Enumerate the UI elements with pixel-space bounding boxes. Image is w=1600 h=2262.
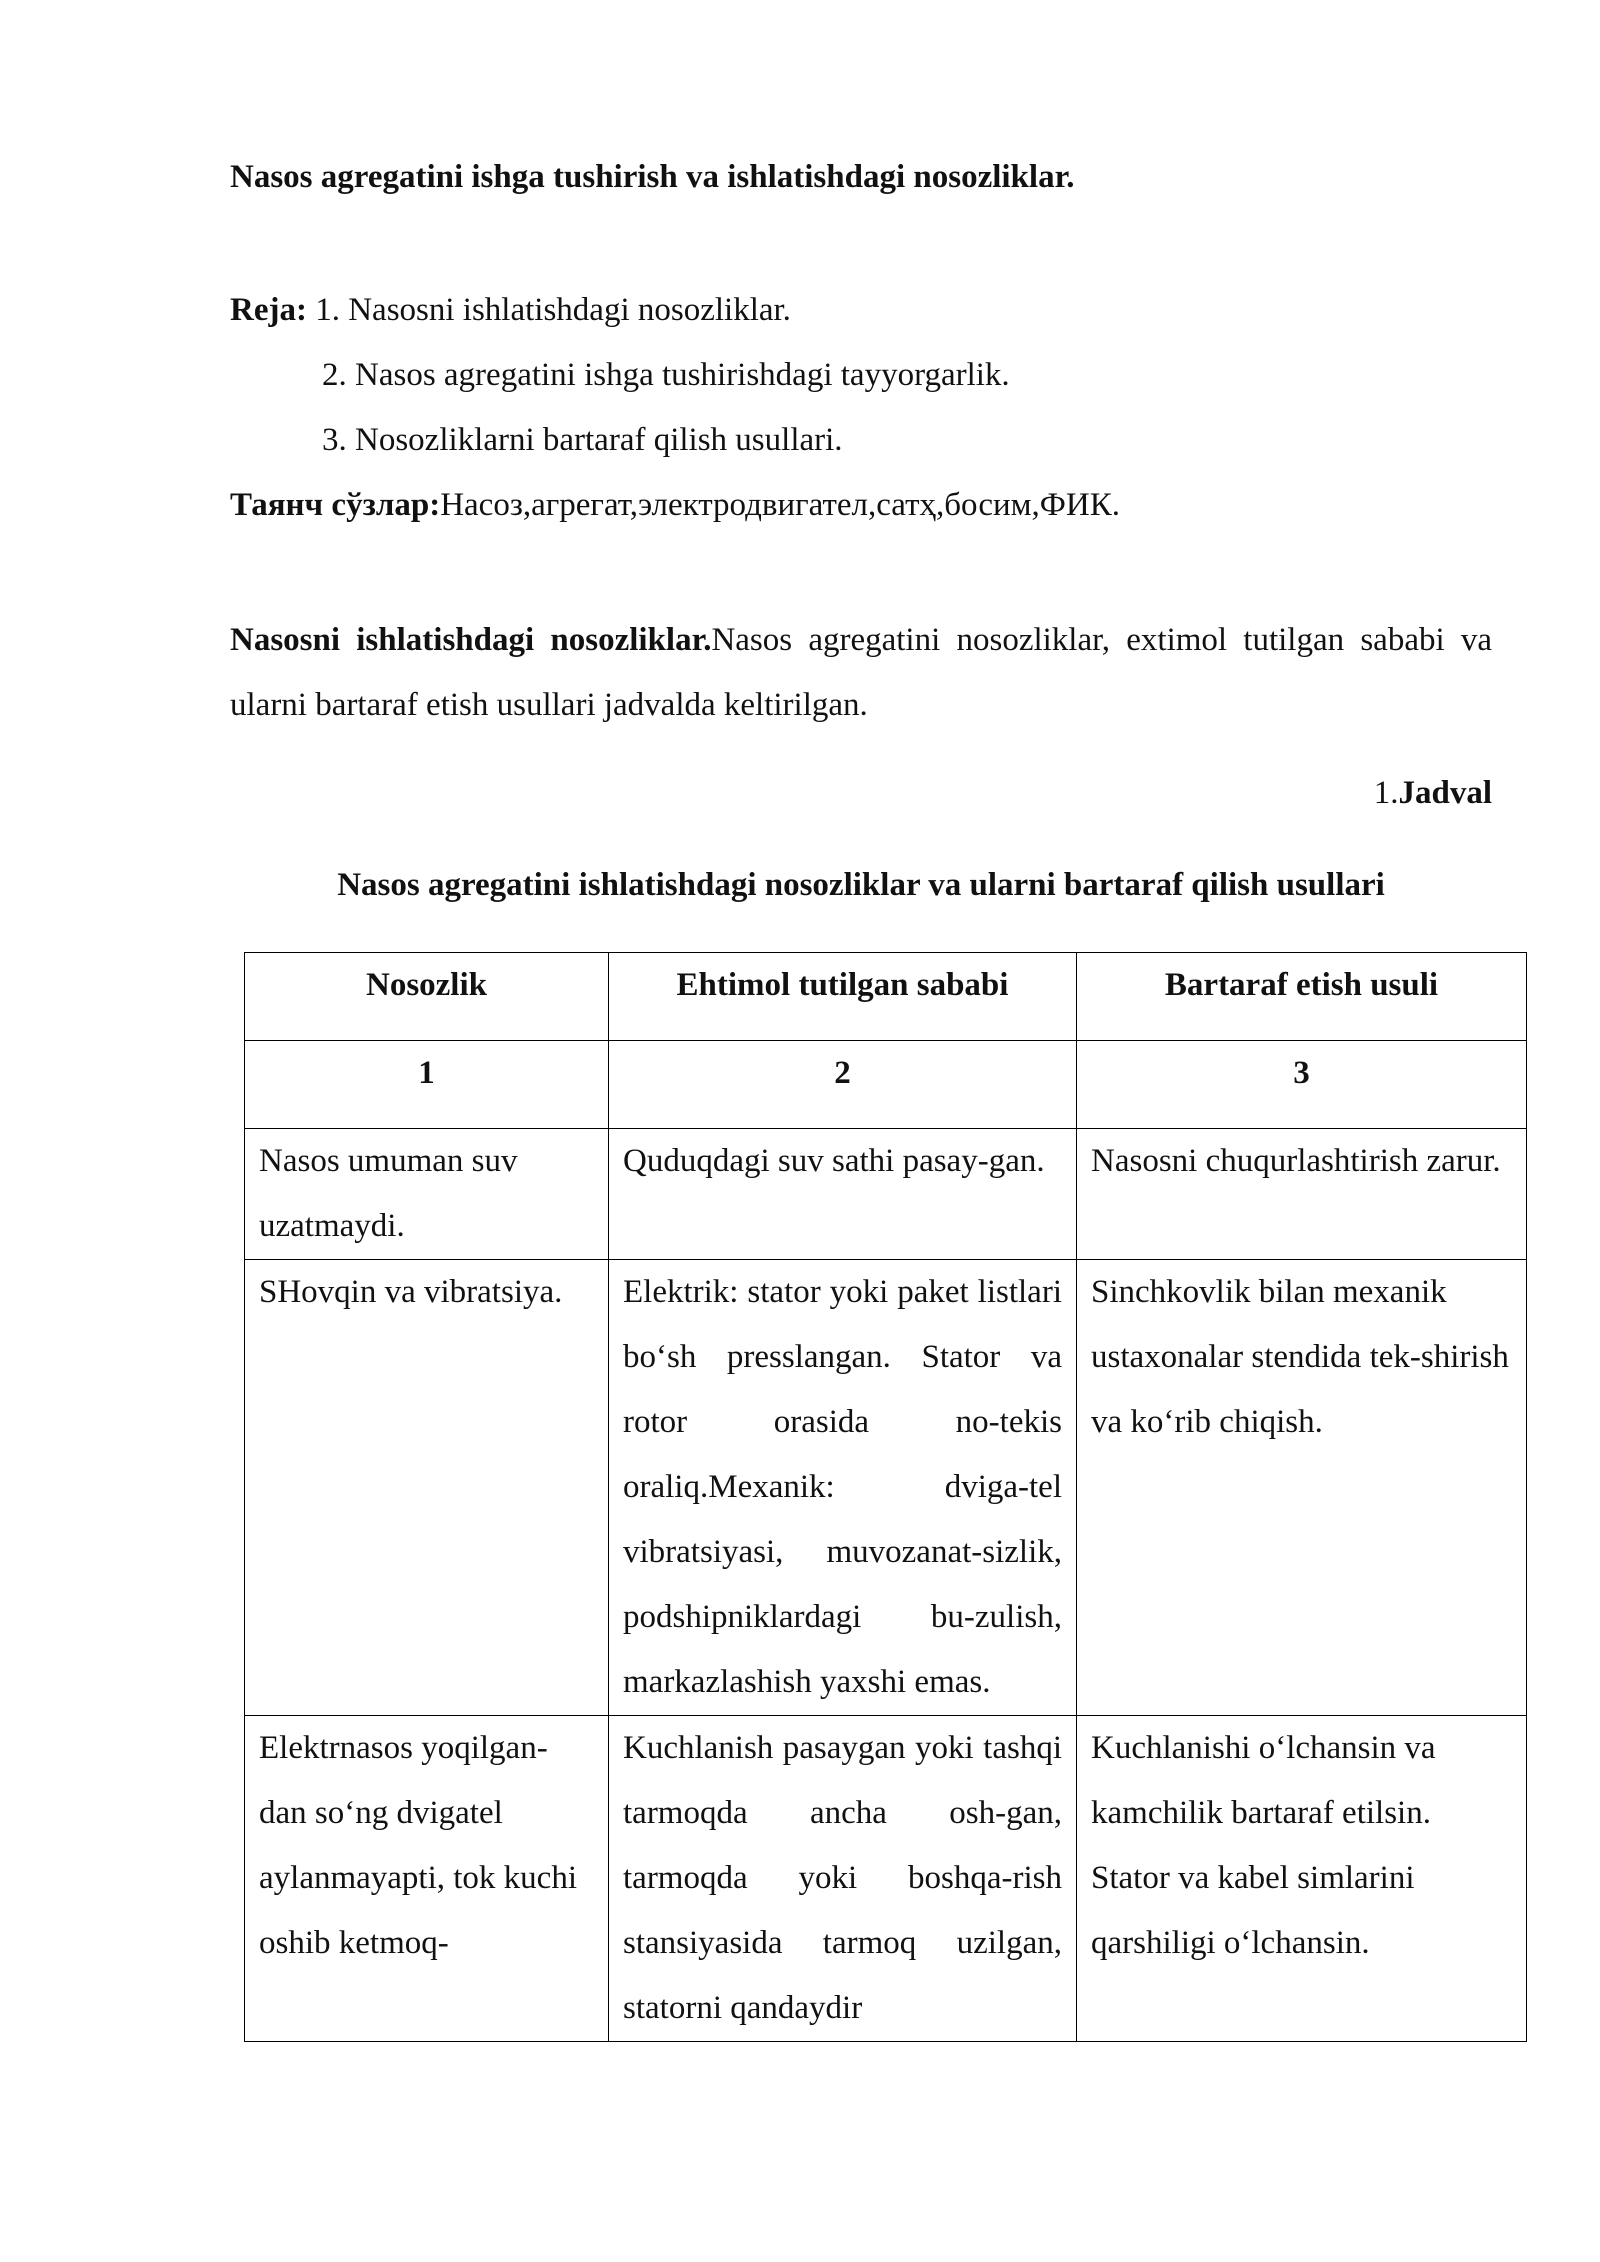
header-cause: Ehtimol tutilgan sababi — [609, 953, 1077, 1041]
remedy-cell: Sinchkovlik bilan mexanik ustaxonalar stendida tek-shirish va ko‘rib chiqish. — [1077, 1260, 1527, 1716]
section-paragraph — [230, 608, 1492, 738]
column-number-3: 3 — [1077, 1041, 1527, 1129]
remedy-cell: Nasosni chuqurlashtirish zarur. — [1077, 1129, 1527, 1260]
table-number: 1. — [1373, 775, 1399, 811]
plan-item-2: 2. Nasos agregatini ishga tushirishdagi tayyorgarlik. — [322, 357, 1010, 393]
table-header-row — [245, 953, 1527, 1041]
cause-cell: Quduqdagi suv sathi pasay-gan. — [609, 1129, 1077, 1260]
table-label: Jadval — [1398, 775, 1492, 811]
table-number-label — [1374, 768, 1492, 818]
fault-cell: Elektrnasos yoqilgan-dan so‘ng dvigatel aylanmayapti, tok kuchi oshib ketmoq- — [245, 1716, 609, 2042]
table-row — [245, 1260, 1527, 1716]
table-number-row — [245, 1041, 1527, 1129]
keywords-text: Насоз,агрегат,электродвигател,сатҳ,босим,ФИК. — [440, 487, 1120, 523]
faults-table — [244, 952, 1527, 2042]
table-row — [245, 1129, 1527, 1260]
header-fault: Nosozlik — [245, 953, 609, 1041]
table-row — [245, 1716, 1527, 2042]
section-heading: Nasosni ishlatishdagi nosozliklar. — [230, 622, 712, 658]
keywords-line — [230, 480, 1120, 530]
fault-cell: Nasos umuman suv uzatmaydi. — [245, 1129, 609, 1260]
fault-cell: SHovqin va vibratsiya. — [245, 1260, 609, 1716]
cause-cell: Kuchlanish pasaygan yoki tashqi tarmoqda ancha osh-gan, tarmoqda yoki boshqa-rish stansiyasida tarmoq uzilgan, statorni qandaydir — [609, 1716, 1077, 2042]
section-text: Nasos agregatini nosozliklar, extimol tutilgan sababi va ularni bartaraf etish usullari jadvalda keltirilgan. — [230, 622, 1492, 723]
keywords-label: Таянч сўзлар: — [230, 487, 441, 523]
remedy-cell: Kuchlanishi o‘lchansin va kamchilik bartaraf etilsin. Stator va kabel simlarini qarshiligi o‘lchansin. — [1077, 1716, 1527, 2042]
plan-item-1: 1. Nasosni ishlatishdagi nosozliklar. — [315, 292, 791, 328]
table-caption: Nasos agregatini ishlatishdagi nosozliklar va ularni bartaraf qilish usullari — [337, 867, 1385, 903]
document-title: Nasos agregatini ishga tushirish va ishlatishdagi nosozliklar. — [230, 159, 1075, 195]
plan-line-1 — [230, 285, 791, 335]
column-number-2: 2 — [609, 1041, 1077, 1129]
cause-cell: Elektrik: stator yoki paket listlari bo‘sh presslangan. Stator va rotor orasida no-tekis oraliq.Mexanik: dviga-tel vibratsiyasi, muvozanat-sizlik, podshipniklardagi bu-zulish, markazlashish yaxshi emas. — [609, 1260, 1077, 1716]
plan-label: Reja: — [230, 292, 307, 328]
plan-item-3: 3. Nosozliklarni bartaraf qilish usullari. — [322, 422, 843, 458]
header-remedy: Bartaraf etish usuli — [1077, 953, 1527, 1041]
column-number-1: 1 — [245, 1041, 609, 1129]
